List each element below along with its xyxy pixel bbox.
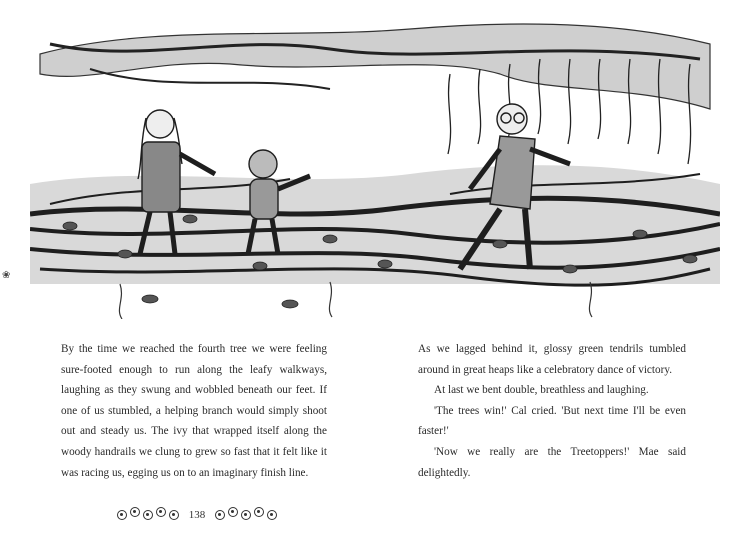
body-paragraph: By the time we reached the fourth tree we were feeling sure-footed enough to run along the leafy walkways, laughing as they swung and wobbled beneath our feet. If one of us stumbled, a helping branch would simply shoot out and steady us. The ivy that wrapped itself along the woody handrails we clung to grew so fast that it felt like it was racing us, egging us on to an imaginary finish line. — [61, 343, 327, 479]
right-text-column — [418, 339, 686, 483]
left-text-column — [61, 339, 327, 483]
margin-ornament-icon: ❀ — [2, 270, 11, 281]
body-paragraph: 'Now we really are the Treetoppers!' Mae said delightedly. — [418, 445, 686, 479]
flower-ornament-right-icon — [215, 510, 277, 520]
body-paragraph: At last we bent double, breathless and laughing. — [434, 384, 649, 397]
flower-ornament-left-icon — [117, 510, 179, 520]
page-number: 138 — [188, 509, 206, 521]
tree-walkway-illustration — [30, 14, 720, 319]
body-paragraph: As we lagged behind it, glossy green tendrils tumbled around in great heaps like a celebratory dance of victory. — [418, 343, 686, 376]
page-folio — [92, 504, 302, 526]
body-paragraph: 'The trees win!' Cal cried. 'But next time I'll be even faster!' — [418, 404, 686, 438]
